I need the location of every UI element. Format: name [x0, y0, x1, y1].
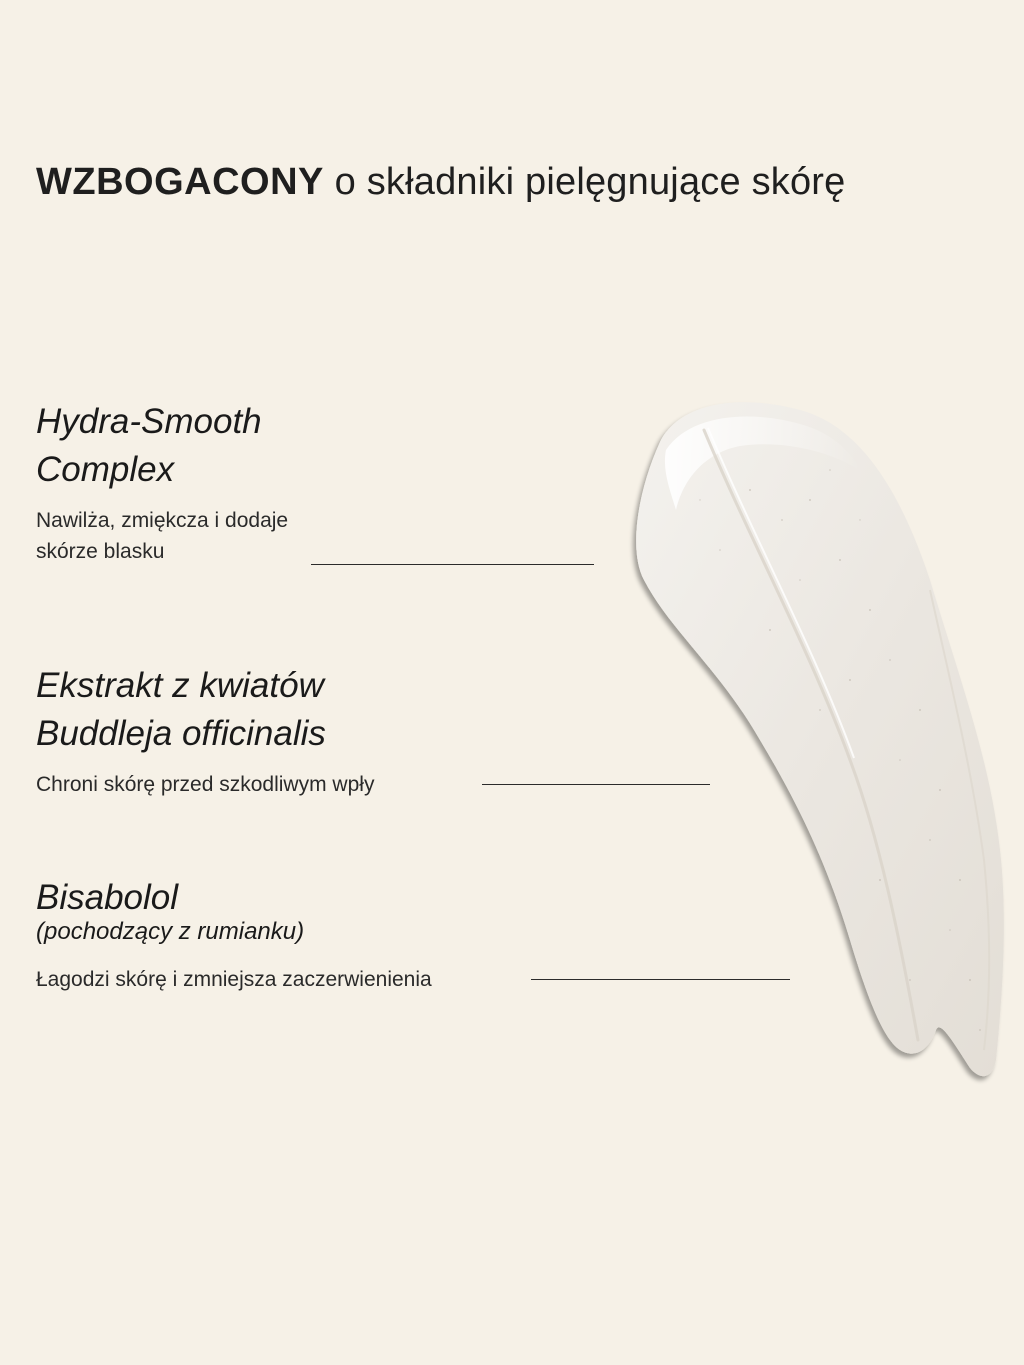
headline-emphasis: WZBOGACONY	[36, 161, 324, 203]
ingredient-title-line1: Hydra-Smooth	[36, 402, 262, 441]
ingredient-description-line1: Chroni skórę przed szkodliwym wpły	[36, 773, 375, 796]
headline-rest: o składniki pielęgnujące skórę	[323, 161, 846, 203]
ingredient-description-line2: skórze blasku	[36, 540, 165, 563]
ingredient-title-line1: Bisabolol	[36, 878, 179, 917]
ingredient-title-line2: Complex	[36, 450, 175, 489]
ingredient-title-line1: Ekstrakt z kwiatów	[36, 666, 324, 705]
ingredient-description-line1: Nawilża, zmiękcza i dodaje	[36, 509, 289, 532]
ingredient-title-line2: Buddleja officinalis	[36, 714, 326, 753]
leader-line	[311, 564, 594, 565]
headline	[36, 158, 846, 206]
ingredient-subtitle: (pochodzący z rumianku)	[36, 918, 305, 945]
cream-swatch-image	[600, 380, 1024, 1100]
ingredient-description-line1: Łagodzi skórę i zmniejsza zaczerwienienia	[36, 968, 432, 991]
